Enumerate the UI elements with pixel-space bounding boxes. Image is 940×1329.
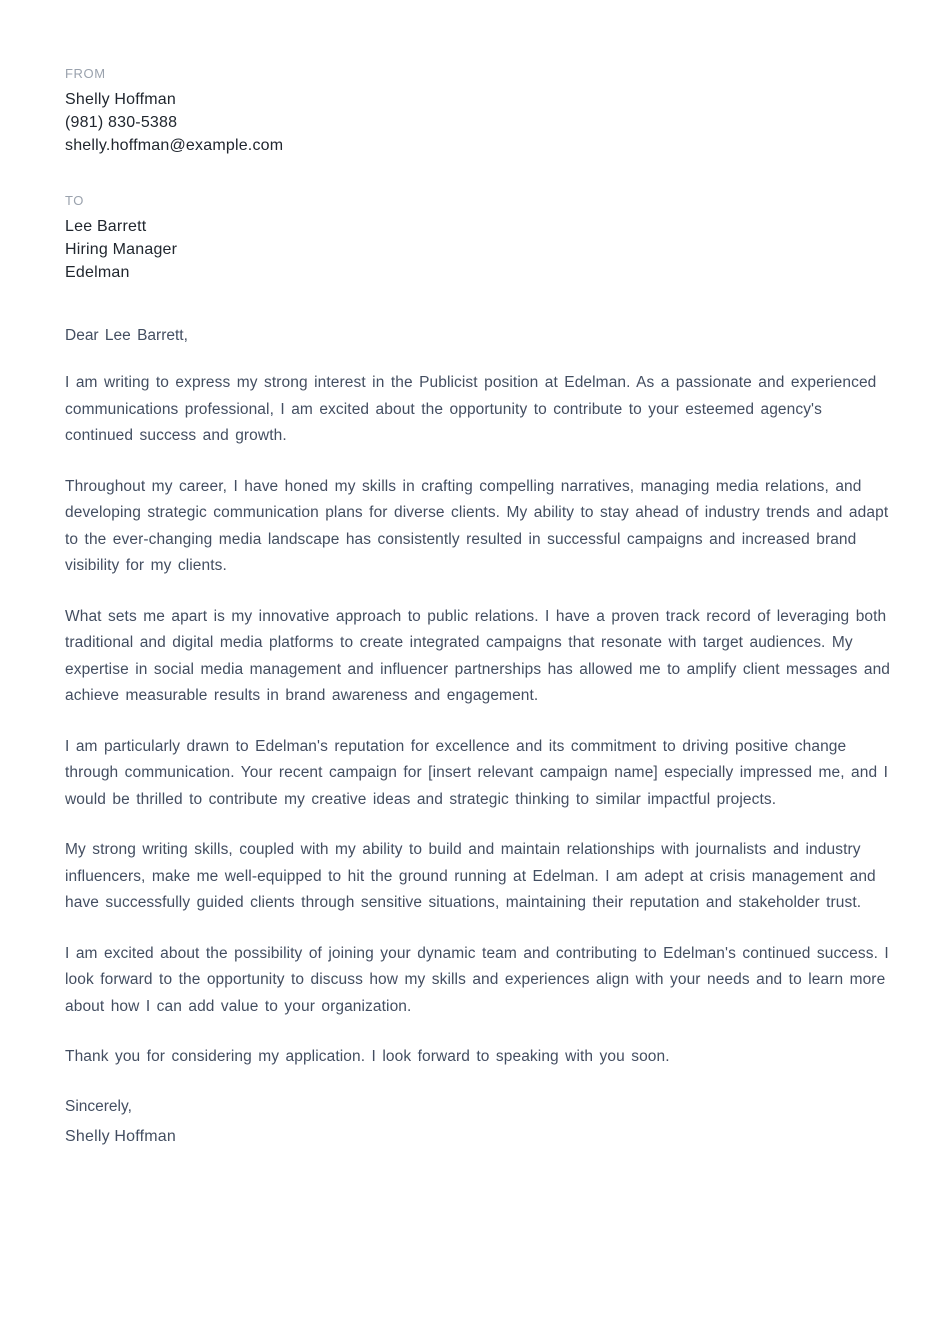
body-paragraph: I am excited about the possibility of joining your dynamic team and contributing to Edelman's continued success. I look forward to the opportunity to discuss how my skills and experiences align with your needs and to learn more about how I can add value to your organization. (65, 944, 889, 1015)
from-section (65, 66, 892, 157)
body-paragraph: I am writing to express my strong interest in the Publicist position at Edelman. As a passionate and experienced communications professional, I am excited about the opportunity to contribute to your esteemed agency's continued success and growth. (65, 374, 877, 444)
body-paragraph: My strong writing skills, coupled with my ability to build and maintain relationships with journalists and industry influencers, make me well-equipped to hit the ground running at Edelman. I am adept at crisis management and have successfully guided clients through sensitive situations, maintaining their reputation and stakeholder trust. (65, 841, 876, 911)
to-label: TO (65, 193, 85, 208)
body-paragraph: What sets me apart is my innovative approach to public relations. I have a proven track record of leveraging both traditional and digital media platforms to create integrated campaigns that resonate with target audiences. My expertise in social media management and influencer partnerships has allowed me to amplify client messages and achieve measurable results in brand awareness and engagement. (65, 607, 891, 704)
to-section (65, 193, 892, 284)
closing: Sincerely, (65, 1097, 132, 1115)
sender-name: Shelly Hoffman (65, 91, 177, 108)
from-label: FROM (65, 66, 106, 81)
salutation: Dear Lee Barrett, (65, 327, 188, 344)
sender-email: shelly.hoffman@example.com (65, 137, 284, 154)
body-paragraph: Throughout my career, I have honed my skills in crafting compelling narratives, managing media relations, and developing strategic communication plans for diverse clients. My ability to stay ahead of industry trends and adapt to the ever-changing media landscape has consistently resulted in successful campaigns and increased brand visibility for my clients. (65, 477, 889, 574)
signature-name: Shelly Hoffman (65, 1127, 177, 1145)
recipient-company: Edelman (65, 264, 130, 281)
body-paragraph: I am particularly drawn to Edelman's reputation for excellence and its commitment to driving positive change through communication. Your recent campaign for [insert relevant campaign name] especially impressed me, and I would be thrilled to contribute my creative ideas and strategic thinking to similar impactful projects. (65, 737, 889, 808)
sender-phone: (981) 830-5388 (65, 114, 178, 131)
letter-body (65, 370, 892, 1071)
recipient-title: Hiring Manager (65, 241, 178, 258)
recipient-name: Lee Barrett (65, 218, 147, 235)
body-paragraph: Thank you for considering my application. I look forward to speaking with you soon. (65, 1048, 670, 1065)
